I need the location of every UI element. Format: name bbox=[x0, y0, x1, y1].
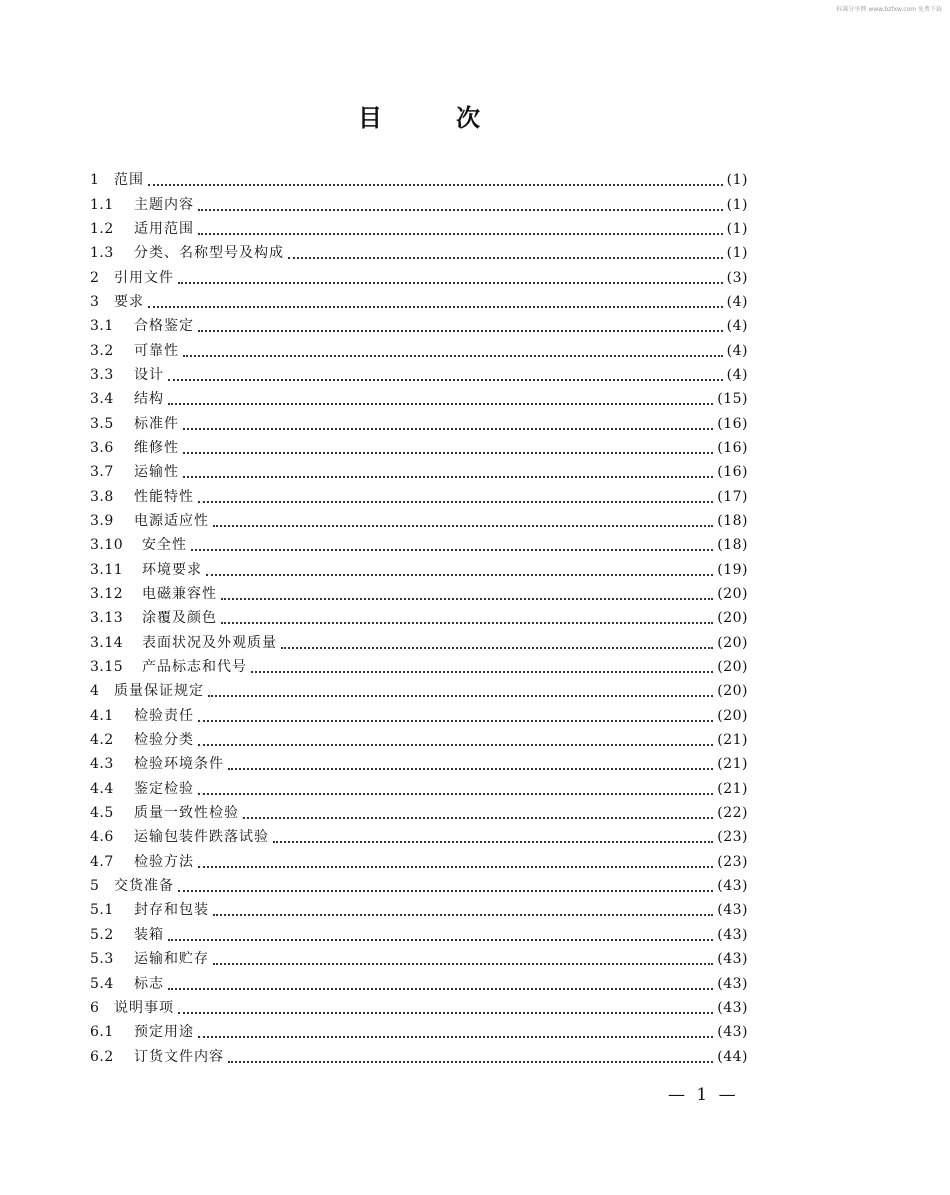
toc-entry-number: 4.3 bbox=[90, 756, 114, 773]
toc-entry[interactable] bbox=[90, 558, 748, 582]
toc-entry[interactable] bbox=[90, 509, 748, 533]
watermark-text: 标准分享网 www.bzfxw.com 免费下载 bbox=[836, 6, 942, 13]
toc-entry-label: 主题内容 bbox=[134, 196, 194, 213]
toc-entry-number: 3.4 bbox=[90, 391, 114, 408]
toc-entry[interactable] bbox=[90, 971, 748, 995]
toc-entry[interactable] bbox=[90, 801, 748, 825]
toc-entry[interactable] bbox=[90, 679, 748, 703]
toc-entry-label: 电磁兼容性 bbox=[142, 586, 217, 603]
toc-entry-page: (21) bbox=[717, 732, 748, 749]
toc-leader-dots bbox=[191, 533, 713, 557]
toc-entry-page: (21) bbox=[717, 780, 748, 797]
toc-entry-label: 电源适应性 bbox=[134, 512, 209, 529]
toc-entry-label: 范围 bbox=[114, 172, 144, 189]
toc-entry-page: (1) bbox=[726, 172, 748, 189]
toc-entry[interactable] bbox=[90, 777, 748, 801]
toc-entry-number: 3.10 bbox=[90, 537, 124, 554]
toc-entry-number: 3.6 bbox=[90, 439, 114, 456]
toc-entry[interactable] bbox=[90, 947, 748, 971]
toc-leader-dots bbox=[208, 679, 713, 703]
toc-leader-dots bbox=[228, 752, 713, 776]
toc-entry-number: 1.2 bbox=[90, 220, 114, 237]
toc-entry[interactable] bbox=[90, 996, 748, 1020]
toc-entry-page: (4) bbox=[726, 342, 748, 359]
toc-entry-page: (16) bbox=[717, 439, 748, 456]
toc-leader-dots bbox=[183, 339, 723, 363]
toc-entry-label: 检验责任 bbox=[134, 707, 194, 724]
toc-entry-label: 检验分类 bbox=[134, 732, 194, 749]
toc-entry-label: 标准件 bbox=[134, 415, 179, 432]
toc-leader-dots bbox=[168, 387, 713, 411]
toc-entry[interactable] bbox=[90, 241, 748, 265]
toc-leader-dots bbox=[221, 606, 713, 630]
toc-entry-label: 运输性 bbox=[134, 464, 179, 481]
toc-leader-dots bbox=[288, 241, 723, 265]
toc-leader-dots bbox=[198, 777, 713, 801]
toc-entry[interactable] bbox=[90, 631, 748, 655]
toc-entry-label: 标志 bbox=[134, 975, 164, 992]
toc-leader-dots bbox=[273, 825, 713, 849]
toc-entry[interactable] bbox=[90, 898, 748, 922]
toc-entry-page: (43) bbox=[717, 1024, 748, 1041]
toc-entry-label: 分类、名称型号及构成 bbox=[134, 245, 284, 262]
title-char-1: 目 bbox=[358, 104, 383, 132]
toc-entry-number: 3.12 bbox=[90, 586, 124, 603]
toc-entry-number: 3.2 bbox=[90, 342, 114, 359]
toc-leader-dots bbox=[213, 898, 713, 922]
toc-entry-label: 引用文件 bbox=[114, 269, 174, 286]
toc-leader-dots bbox=[148, 168, 723, 192]
toc-entry[interactable] bbox=[90, 338, 748, 362]
toc-entry-label: 检验方法 bbox=[134, 853, 194, 870]
toc-entry-page: (20) bbox=[717, 634, 748, 651]
toc-entry[interactable] bbox=[90, 923, 748, 947]
toc-entry-label: 结构 bbox=[134, 391, 164, 408]
toc-entry-label: 可靠性 bbox=[134, 342, 179, 359]
toc-entry[interactable] bbox=[90, 217, 748, 241]
toc-entry[interactable] bbox=[90, 363, 748, 387]
toc-entry[interactable] bbox=[90, 192, 748, 216]
toc-entry[interactable] bbox=[90, 460, 748, 484]
toc-leader-dots bbox=[178, 874, 713, 898]
toc-entry-number: 3.7 bbox=[90, 464, 114, 481]
toc-leader-dots bbox=[168, 363, 723, 387]
toc-entry-number: 4.5 bbox=[90, 805, 114, 822]
toc-entry-number: 2 bbox=[90, 269, 100, 286]
title-char-2: 次 bbox=[456, 104, 481, 132]
toc-entry-page: (20) bbox=[717, 683, 748, 700]
toc-entry-number: 4 bbox=[90, 683, 100, 700]
toc-entry[interactable] bbox=[90, 387, 748, 411]
toc-entry-page: (17) bbox=[717, 488, 748, 505]
toc-leader-dots bbox=[251, 655, 713, 679]
toc-entry-page: (21) bbox=[717, 756, 748, 773]
toc-leader-dots bbox=[198, 485, 713, 509]
toc-leader-dots bbox=[183, 412, 713, 436]
toc-leader-dots bbox=[198, 704, 713, 728]
toc-entry-number: 1 bbox=[90, 172, 100, 189]
toc-entry-number: 3.1 bbox=[90, 318, 114, 335]
toc-entry-page: (3) bbox=[726, 269, 748, 286]
toc-entry-page: (23) bbox=[717, 853, 748, 870]
toc-entry-label: 装箱 bbox=[134, 926, 164, 943]
toc-entry-page: (18) bbox=[717, 512, 748, 529]
toc-leader-dots bbox=[198, 728, 713, 752]
toc-entry-page: (20) bbox=[717, 707, 748, 724]
toc-entry-number: 6 bbox=[90, 999, 100, 1016]
toc-entry-label: 交货准备 bbox=[114, 878, 174, 895]
toc-leader-dots bbox=[198, 193, 723, 217]
toc-entry-page: (43) bbox=[717, 878, 748, 895]
toc-entry-number: 1.3 bbox=[90, 245, 114, 262]
toc-entry[interactable] bbox=[90, 484, 748, 508]
toc-leader-dots bbox=[198, 314, 723, 338]
toc-entry[interactable] bbox=[90, 582, 748, 606]
toc-entry[interactable] bbox=[90, 606, 748, 630]
toc-entry-number: 3.15 bbox=[90, 659, 124, 676]
toc-entry-page: (43) bbox=[717, 975, 748, 992]
toc-entry[interactable] bbox=[90, 752, 748, 776]
toc-entry-label: 维修性 bbox=[134, 439, 179, 456]
toc-entry-label: 适用范围 bbox=[134, 220, 194, 237]
toc-entry-page: (43) bbox=[717, 951, 748, 968]
toc-entry-page: (1) bbox=[726, 245, 748, 262]
toc-entry-label: 要求 bbox=[114, 293, 144, 310]
toc-entry-number: 5.2 bbox=[90, 926, 114, 943]
page-number: — 1 — bbox=[668, 1085, 739, 1105]
toc-leader-dots bbox=[198, 850, 713, 874]
toc-entry-page: (43) bbox=[717, 999, 748, 1016]
toc-entry[interactable] bbox=[90, 436, 748, 460]
toc-entry-number: 3.14 bbox=[90, 634, 124, 651]
toc-entry[interactable] bbox=[90, 411, 748, 435]
toc-entry-label: 运输包装件跌落试验 bbox=[134, 829, 269, 846]
toc-entry-label: 合格鉴定 bbox=[134, 318, 194, 335]
toc-entry-page: (43) bbox=[717, 902, 748, 919]
toc-entry-number: 3.9 bbox=[90, 512, 114, 529]
toc-entry-page: (22) bbox=[717, 805, 748, 822]
toc-leader-dots bbox=[178, 996, 713, 1020]
toc-entry[interactable] bbox=[90, 290, 748, 314]
toc-entry-label: 封存和包装 bbox=[134, 902, 209, 919]
toc-leader-dots bbox=[213, 509, 713, 533]
toc-entry-label: 说明事项 bbox=[114, 999, 174, 1016]
toc-leader-dots bbox=[206, 558, 713, 582]
toc-entry-number: 3.3 bbox=[90, 366, 114, 383]
toc-entry-number: 5.4 bbox=[90, 975, 114, 992]
toc-entry[interactable] bbox=[90, 825, 748, 849]
toc-entry-label: 表面状况及外观质量 bbox=[142, 634, 277, 651]
toc-entry[interactable] bbox=[90, 874, 748, 898]
toc-entry-label: 设计 bbox=[134, 366, 164, 383]
toc-entry-label: 产品标志和代号 bbox=[142, 659, 247, 676]
toc-leader-dots bbox=[281, 631, 713, 655]
toc-entry[interactable] bbox=[90, 1020, 748, 1044]
toc-entry-label: 涂覆及颜色 bbox=[142, 610, 217, 627]
toc-entry-label: 质量保证规定 bbox=[114, 683, 204, 700]
toc-entry-number: 5 bbox=[90, 878, 100, 895]
toc-entry-number: 4.7 bbox=[90, 853, 114, 870]
toc-entry-page: (4) bbox=[726, 318, 748, 335]
toc-entry-label: 鉴定检验 bbox=[134, 780, 194, 797]
toc-entry-page: (20) bbox=[717, 659, 748, 676]
toc-entry-page: (19) bbox=[717, 561, 748, 578]
toc-entry-page: (4) bbox=[726, 366, 748, 383]
toc-entry[interactable] bbox=[90, 533, 748, 557]
toc-entry-page: (4) bbox=[726, 293, 748, 310]
toc-leader-dots bbox=[228, 1045, 713, 1069]
toc-entry-number: 3 bbox=[90, 293, 100, 310]
toc-entry-page: (20) bbox=[717, 586, 748, 603]
toc-leader-dots bbox=[168, 923, 713, 947]
toc-entry-number: 4.2 bbox=[90, 732, 114, 749]
toc-entry-number: 6.2 bbox=[90, 1048, 114, 1065]
toc-entry-page: (16) bbox=[717, 415, 748, 432]
toc-entry-page: (44) bbox=[717, 1048, 748, 1065]
toc-entry-page: (20) bbox=[717, 610, 748, 627]
toc-entry-number: 3.8 bbox=[90, 488, 114, 505]
toc-leader-dots bbox=[198, 217, 723, 241]
toc-leader-dots bbox=[183, 436, 713, 460]
toc-entry-label: 质量一致性检验 bbox=[134, 805, 239, 822]
toc-leader-dots bbox=[168, 972, 713, 996]
toc-leader-dots bbox=[178, 266, 723, 290]
toc-entry-label: 订货文件内容 bbox=[134, 1048, 224, 1065]
toc-leader-dots bbox=[243, 801, 713, 825]
toc-entry-page: (1) bbox=[726, 220, 748, 237]
toc-entry-page: (23) bbox=[717, 829, 748, 846]
toc-entry-number: 6.1 bbox=[90, 1024, 114, 1041]
toc-entry[interactable] bbox=[90, 704, 748, 728]
toc-entry-page: (1) bbox=[726, 196, 748, 213]
toc-leader-dots bbox=[198, 1020, 713, 1044]
toc-entry[interactable] bbox=[90, 1044, 748, 1068]
toc-entry-number: 4.4 bbox=[90, 780, 114, 797]
toc-entry[interactable] bbox=[90, 265, 748, 289]
toc-entry-page: (16) bbox=[717, 464, 748, 481]
toc-entry-label: 环境要求 bbox=[142, 561, 202, 578]
toc-entry-number: 4.1 bbox=[90, 707, 114, 724]
toc-entry[interactable] bbox=[90, 850, 748, 874]
toc-entry[interactable] bbox=[90, 314, 748, 338]
toc-entry-label: 运输和贮存 bbox=[134, 951, 209, 968]
toc-entry-label: 预定用途 bbox=[134, 1024, 194, 1041]
toc-entry[interactable] bbox=[90, 655, 748, 679]
toc-entry-number: 5.3 bbox=[90, 951, 114, 968]
toc-entry-page: (15) bbox=[717, 391, 748, 408]
toc-leader-dots bbox=[213, 947, 713, 971]
toc-entry-number: 1.1 bbox=[90, 196, 114, 213]
toc-entry-number: 3.11 bbox=[90, 561, 124, 578]
toc-entry[interactable] bbox=[90, 728, 748, 752]
table-of-contents bbox=[90, 168, 748, 1069]
toc-entry-number: 3.5 bbox=[90, 415, 114, 432]
toc-leader-dots bbox=[148, 290, 723, 314]
toc-entry-number: 3.13 bbox=[90, 610, 124, 627]
toc-entry-page: (43) bbox=[717, 926, 748, 943]
toc-entry-page: (18) bbox=[717, 537, 748, 554]
toc-leader-dots bbox=[183, 460, 713, 484]
toc-leader-dots bbox=[221, 582, 713, 606]
toc-entry-number: 4.6 bbox=[90, 829, 114, 846]
toc-entry-label: 性能特性 bbox=[134, 488, 194, 505]
toc-entry-number: 5.1 bbox=[90, 902, 114, 919]
toc-entry-label: 检验环境条件 bbox=[134, 756, 224, 773]
toc-entry-label: 安全性 bbox=[142, 537, 187, 554]
toc-entry[interactable] bbox=[90, 168, 748, 192]
